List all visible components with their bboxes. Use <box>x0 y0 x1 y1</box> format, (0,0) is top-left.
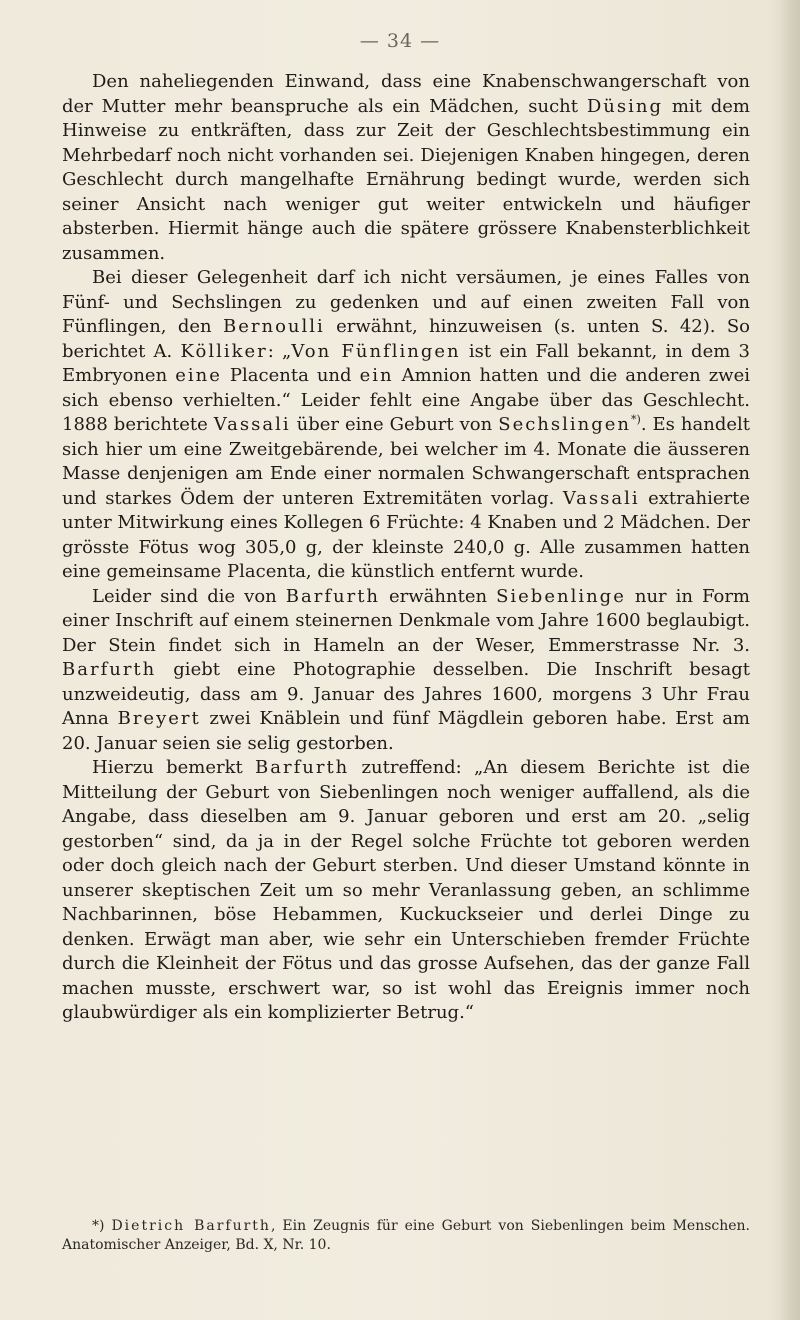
emphasis: eine <box>175 365 222 386</box>
emphasis: Siebenlinge <box>496 585 626 607</box>
main-text <box>62 70 750 1026</box>
emphasis: Von Fünflingen <box>291 340 461 362</box>
page-edge-shadow <box>780 0 800 1320</box>
author-name: Düsing <box>586 95 663 117</box>
author-name: Barfurth <box>255 757 350 778</box>
footnote-text: *) Dietrich Barfurth, Ein Zeugnis für eine Geburt von Siebenlingen beim Menschen. Anatomischer Anzeiger, Bd. X, Nr. 10. <box>62 1218 751 1253</box>
paragraph-2: Bei dieser Gelegenheit darf ich nicht versäumen, je eines Falles von Fünf- und Sechslingen zu gedenken und auf einen zweiten Fall von Fünflingen, den Bernoulli erwähnt, hinzuweisen (s. unten S. 42). So berichtet A. Kölliker: „Von Fünflingen ist ein Fall bekannt, in dem 3 Embryonen eine Placenta und ein Amnion hatten und die anderen zwei sich ebenso verhielten.“ Leider fehlt eine Angabe über das Geschlecht. 1888 berichtete Vassali über eine Geburt von Sechslingen*). Es handelt sich hier um eine Zweitgebärende, bei welcher im 4. Monate die äusseren Masse denjenigen am Ende einer normalen Schwangerschaft entsprachen und starkes Ödem der unteren Extremitäten vorlag. Vassali extrahierte unter Mitwirkung eines Kollegen 6 Früchte: 4 Knaben und 2 Mädchen. Der grösste Fötus wog 305,0 g, der kleinste 240,0 g. Alle zusammen hatten eine gemeinsame Placenta, die künstlich entfernt wurde. <box>62 267 750 582</box>
emphasis: Sechslingen <box>498 414 632 435</box>
footnote-mark: *) <box>92 1218 105 1234</box>
emphasis: ein <box>359 365 394 386</box>
author-name: Vassali <box>562 487 640 509</box>
paragraph-4: Hierzu bemerkt Barfurth zutreffend: „An diesem Berichte ist die Mitteilung der Geburt von Siebenlingen noch weniger auffallend, als die Angabe, dass dieselben am 9. Januar geboren und erst am 20. „selig gestorben“ sind, da ja in der Regel solche Früchte tot geboren werden oder doch gleich nach der Geburt sterben. Und dieser Umstand könnte in unserer skeptischen Zeit um so mehr Veranlassung geben, an schlimme Nachbarinnen, böse Hebammen, Kuckuckseier und derlei Dinge zu denken. Erwägt man aber, wie sehr ein Unterschieben fremder Früchte durch die Kleinheit der Fötus und das grosse Aufsehen, das der ganze Fall machen musste, erschwert war, so ist wohl das Ereignis immer noch glaubwürdiger als ein komplizierter Betrug.“ <box>62 757 750 1023</box>
author-name: Vassali <box>213 414 291 435</box>
paragraph-3: Leider sind die von Barfurth erwähnten Siebenlinge nur in Form einer Inschrift auf einem steinernen Denkmale vom Jahre 1600 beglaubigt. Der Stein findet sich in Hameln an der Weser, Emmerstrasse Nr. 3. Barfurth giebt eine Photographie desselben. Die Inschrift besagt unzweideutig, dass am 9. Januar des Jahres 1600, morgens 3 Uhr Frau Anna Breyert zwei Knäblein und fünf Mägdlein geboren habe. Erst am 20. Januar seien sie selig gestorben. <box>62 585 750 754</box>
author-name: Bernoulli <box>223 316 325 337</box>
footnote-ref[interactable]: *) <box>631 413 641 426</box>
author-name: Barfurth <box>62 659 157 680</box>
author-name: Kölliker <box>180 340 268 362</box>
person-name: Breyert <box>117 708 201 729</box>
paragraph-1: Den naheliegenden Einwand, dass eine Knabenschwangerschaft von der Mutter mehr beanspruche als ein Mädchen, sucht Düsing mit dem Hinweise zu entkräften, dass zur Zeit der Geschlechtsbestimmung ein Mehrbedarf noch nicht vorhanden sei. Diejenigen Knaben hingegen, deren Geschlecht durch mangelhafte Ernährung bedingt wurde, werden sich seiner Ansicht nach weniger gut weiter entwickeln und häufiger absterben. Hiermit hänge auch die spätere grössere Knabensterblichkeit zusammen. <box>62 71 750 264</box>
author-name: Barfurth <box>285 585 381 607</box>
footnote-author: Dietrich Barfurth <box>111 1218 271 1234</box>
page-number: — 34 — <box>359 30 441 52</box>
footnote <box>62 1217 750 1255</box>
